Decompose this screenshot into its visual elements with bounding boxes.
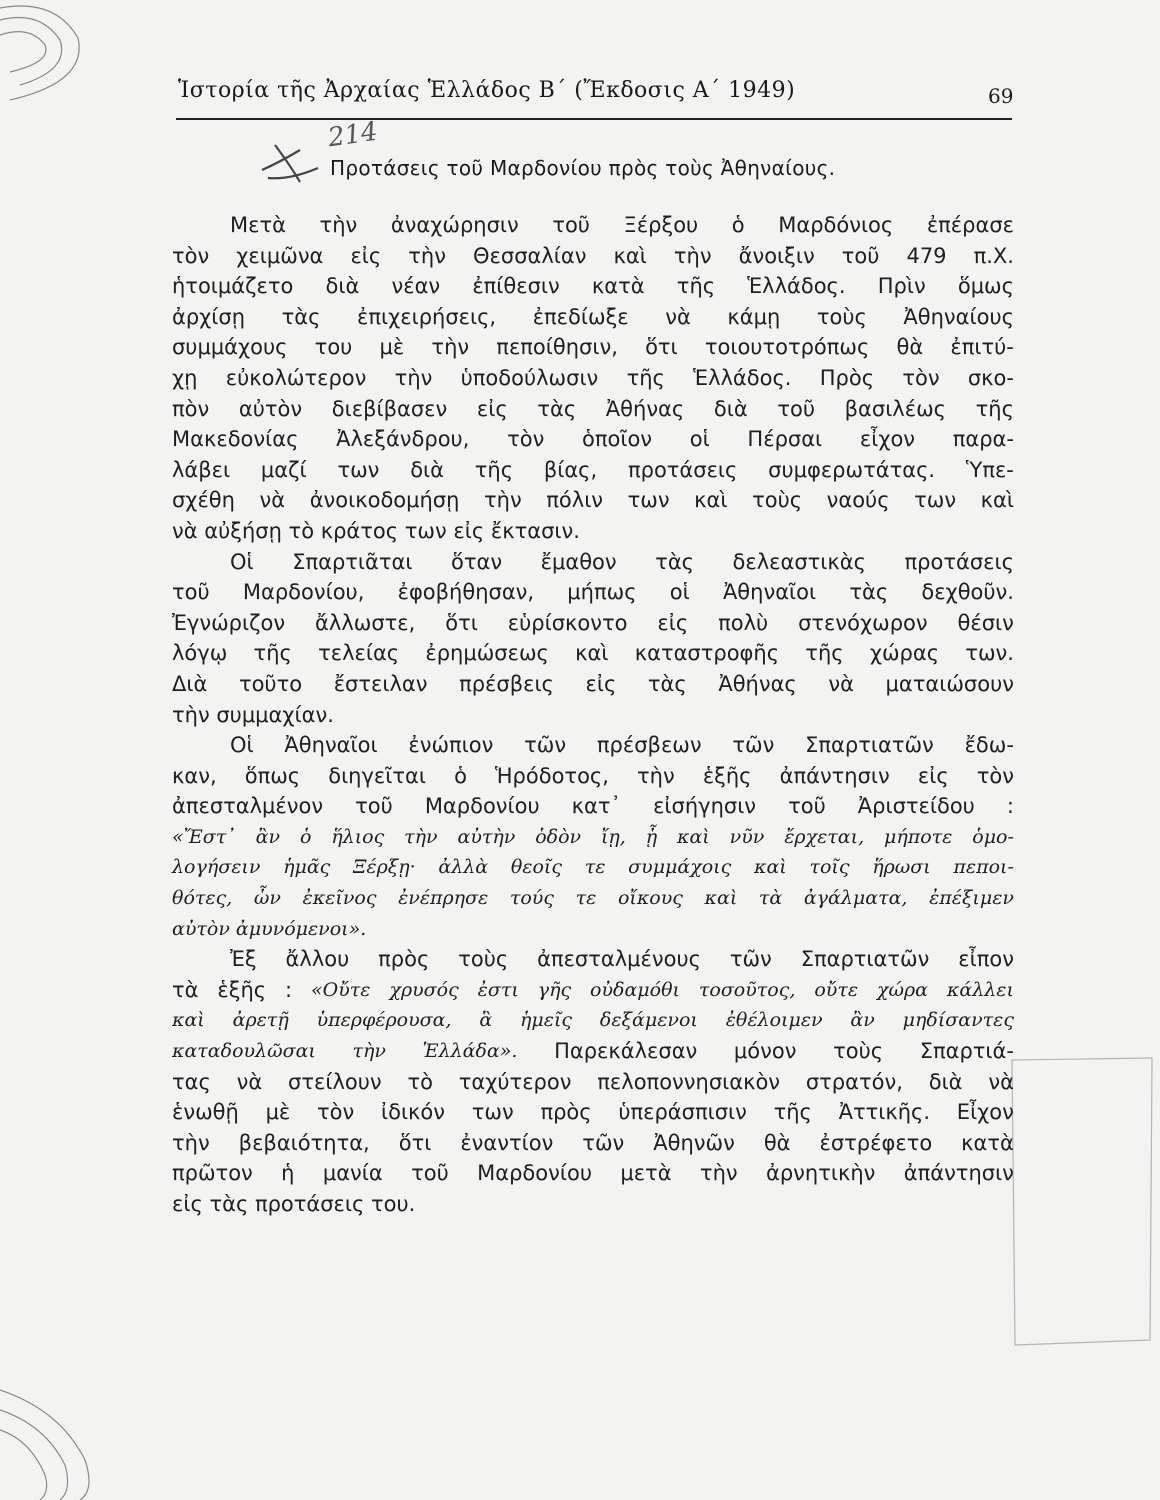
body-text xyxy=(172,210,1014,1220)
text-line: καὶ ἀρετῇ ὑπερφέρουσα, ἃ ἡμεῖς δεξάμενοι ἐθέλοιμεν ἂν μηδίσαντες xyxy=(172,1009,1014,1032)
text-line: τας νὰ στείλουν τὸ ταχύτερον πελοποννησιακὸν στρατόν, διὰ νὰ xyxy=(172,1069,1014,1094)
text-line: πὸν αὐτὸν διεβίβασεν εἰς τὰς Ἀθήνας διὰ τοῦ βασιλέως τῆς xyxy=(172,396,1014,421)
text-line: χῃ εὐκολώτερον τὴν ὑποδούλωσιν τῆς Ἑλλάδος. Πρὸς τὸν σκο- xyxy=(172,365,1014,390)
text-line: ἑνωθῇ μὲ τὸν ἰδικόν των πρὸς ὑπεράσπισιν τῆς Ἀττικῆς. Εἶχον xyxy=(172,1100,1014,1125)
text-line: Οἱ Σπαρτιᾶται ὅταν ἔμαθον τὰς δελεαστικὰς προτάσεις xyxy=(230,549,1014,574)
text-line: Μετὰ τὴν ἀναχώρησιν τοῦ Ξέρξου ὁ Μαρδόνιος ἐπέρασε xyxy=(230,213,1014,237)
text-line: Ἐξ ἄλλου πρὸς τοὺς ἀπεσταλμένους τῶν Σπαρτιατῶν εἶπον xyxy=(230,947,1014,972)
running-header-title: Ἱστορία τῆς Ἀρχαίας Ἑλλάδος Β΄ (Ἔκδοσις Α΄ 1949) xyxy=(178,78,796,103)
section-title: Προτάσεις τοῦ Μαρδονίου πρὸς τοὺς Ἀθηναίους. xyxy=(330,156,836,180)
text-line: λόγῳ τῆς τελείας ἐρημώσεως καὶ καταστροφῆς τῆς χώρας των. xyxy=(172,641,1014,666)
text-line: καν, ὅπως διηγεῖται ὁ Ἡρόδοτος, τὴν ἑξῆς ἀπάντησιν εἰς τὸν xyxy=(172,763,1014,788)
text-line: λογήσειν ἡμᾶς Ξέρξῃ· ἀλλὰ θεοῖς τε συμμάχοις καὶ τοῖς ἥρωσι πεποι- xyxy=(172,856,1014,879)
text-line: τὴν βεβαιότητα, ὅτι ἐναντίον τῶν Ἀθηνῶν θὰ ἐστρέφετο κατὰ xyxy=(172,1130,1014,1155)
text-line: Μακεδονίας Ἀλεξάνδρου, τὸν ὁποῖον οἱ Πέρσαι εἶχον παρα- xyxy=(172,427,1014,452)
text-line: νὰ αὐξήσῃ τὸ κράτος των εἰς ἔκτασιν. xyxy=(172,518,580,543)
check-mark-annotation xyxy=(262,145,318,182)
text-line: ἀρχίσῃ τὰς ἐπιχειρήσεις, ἐπεδίωξε νὰ κάμῃ τοὺς Ἀθηναίους xyxy=(172,304,1014,329)
text-line: ἡτοιμάζετο διὰ νέαν ἐπίθεσιν κατὰ τῆς Ἑλλάδος. Πρὶν ὅμως xyxy=(172,274,1014,299)
text-line: τοῦ Μαρδονίου, ἐφοβήθησαν, μήπως οἱ Ἀθηναῖοι τὰς δεχθοῦν. xyxy=(172,580,1014,605)
page-number: 69 xyxy=(988,84,1014,108)
text-line: σχέθη νὰ ἀνοικοδομήσῃ τὴν πόλιν των καὶ τοὺς ναούς των καὶ xyxy=(172,488,1014,513)
text-line: τὴν συμμαχίαν. xyxy=(172,702,334,727)
text-line: τὸν χειμῶνα εἰς τὴν Θεσσαλίαν καὶ τὴν ἄνοιξιν τοῦ 479 π.Χ. xyxy=(172,243,1014,268)
margin-box xyxy=(1012,1058,1152,1345)
text-line: «Ἔστ᾿ ἂν ὁ ἥλιος τὴν αὐτὴν ὁδὸν ἴῃ, ᾗ καὶ νῦν ἔρχεται, μήποτε ὁμο- xyxy=(172,825,1014,848)
text-line: τὰ ἑξῆς : «Οὔτε χρυσός ἐστι γῆς οὐδαμόθι τοσοῦτος, οὔτε χώρα κάλλει xyxy=(172,977,1014,1002)
text-line: εἰς τὰς προτάσεις του. xyxy=(172,1192,416,1216)
annotation-number: 214 xyxy=(326,116,380,154)
corner-scribble-bottom-left xyxy=(0,1390,89,1500)
text-line: λάβει μαζί των διὰ τῆς βίας, προτάσεις συμφερωτάτας. Ὑπε- xyxy=(172,457,1014,482)
text-line: Ἐγνώριζον ἄλλωστε, ὅτι εὑρίσκοντο εἰς πολὺ στενόχωρον θέσιν xyxy=(172,610,1014,635)
text-line: συμμάχους του μὲ τὴν πεποίθησιν, ὅτι τοιουτοτρόπως θὰ ἐπιτύ- xyxy=(172,335,1014,360)
text-line: ἀπεσταλμένον τοῦ Μαρδονίου κατ᾿ εἰσήγησιν τοῦ Ἀριστείδου : xyxy=(172,794,1014,819)
text-line: πρῶτον ἡ μανία τοῦ Μαρδονίου μετὰ τὴν ἀρνητικὴν ἀπάντησιν xyxy=(172,1161,1014,1186)
text-line: Διὰ τοῦτο ἔστειλαν πρέσβεις εἰς τὰς Ἀθήνας νὰ ματαιώσουν xyxy=(172,671,1014,696)
text-line: Οἱ Ἀθηναῖοι ἐνώπιον τῶν πρέσβεων τῶν Σπαρτιατῶν ἔδω- xyxy=(230,733,1014,758)
text-line: καταδουλῶσαι τὴν Ἑλλάδα». Παρεκάλεσαν μόνον τοὺς Σπαρτιά- xyxy=(172,1039,1014,1064)
corner-scribble-top-left xyxy=(0,6,79,100)
text-line: θότες, ὧν ἐκεῖνος ἐνέπρησε τούς τε οἴκους καὶ τὰ ἀγάλματα, ἐπέξιμεν xyxy=(172,887,1014,910)
text-line: αὐτὸν ἀμυνόμενοι». xyxy=(172,917,367,940)
